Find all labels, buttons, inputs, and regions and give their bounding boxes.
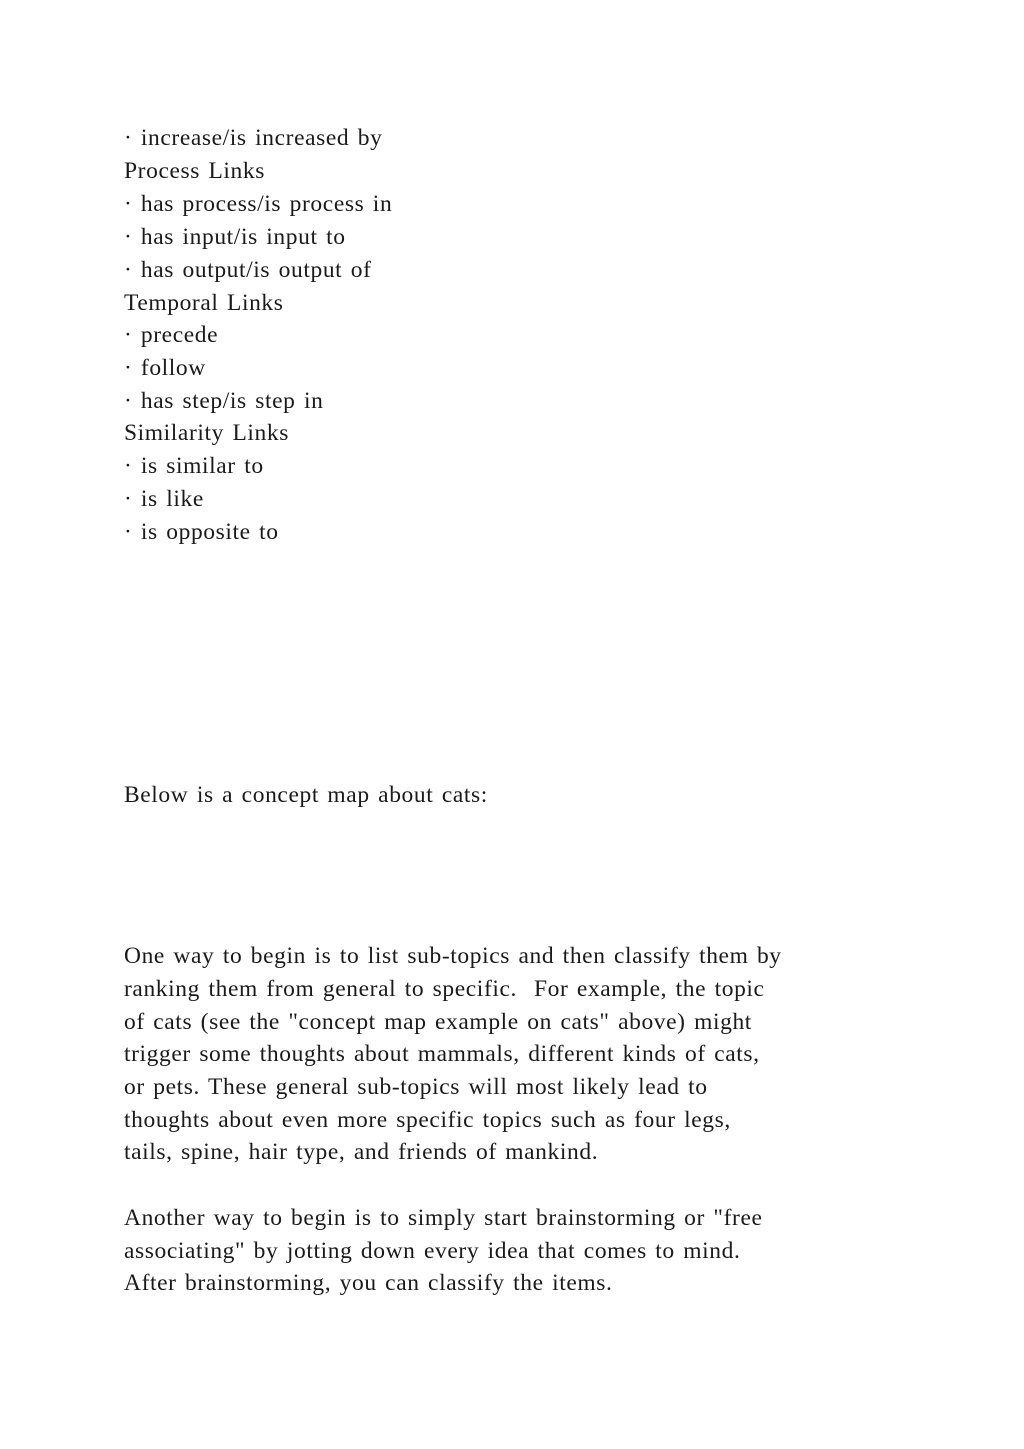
section-heading-similarity-links: Similarity Links [124, 420, 290, 446]
paragraph-line: thoughts about even more specific topics such as four legs, [124, 1107, 731, 1133]
section-heading-process-links: Process Links [124, 158, 266, 184]
list-item: · is like [124, 486, 204, 512]
paragraph-line: associating" by jotting down every idea that comes to mind. [124, 1238, 741, 1264]
list-item: · follow [124, 355, 206, 381]
list-item: · has input/is input to [124, 224, 346, 250]
paragraph-line: One way to begin is to list sub-topics and then classify them by [124, 943, 782, 969]
paragraph-line: tails, spine, hair type, and friends of mankind. [124, 1139, 599, 1165]
paragraph-line: ranking them from general to specific. For example, the topic [124, 976, 765, 1002]
list-item: · is similar to [124, 453, 264, 479]
list-item: · increase/is increased by [124, 125, 383, 151]
paragraph-line: After brainstorming, you can classify the items. [124, 1270, 613, 1296]
paragraph-line: Another way to begin is to simply start brainstorming or "free [124, 1205, 763, 1231]
list-item: · precede [124, 322, 219, 348]
paragraph-line: or pets. These general sub-topics will most likely lead to [124, 1074, 708, 1100]
concept-map-intro: Below is a concept map about cats: [124, 782, 488, 808]
list-item: · has step/is step in [124, 388, 324, 414]
list-item: · is opposite to [124, 519, 279, 545]
list-item: · has output/is output of [124, 257, 372, 283]
paragraph-line: of cats (see the "concept map example on cats" above) might [124, 1009, 752, 1035]
paragraph-line: trigger some thoughts about mammals, different kinds of cats, [124, 1041, 760, 1067]
list-item: · has process/is process in [124, 191, 393, 217]
section-heading-temporal-links: Temporal Links [124, 290, 284, 316]
